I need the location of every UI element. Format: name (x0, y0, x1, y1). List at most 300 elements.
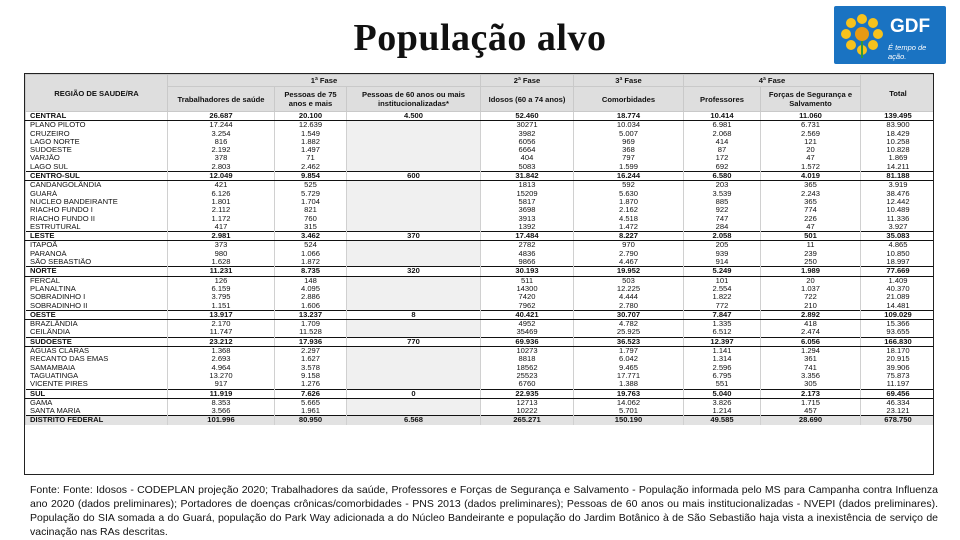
table-cell (347, 328, 481, 337)
table-cell: 4836 (481, 250, 574, 258)
table-cell (347, 190, 481, 198)
table-cell: 1.628 (168, 258, 275, 267)
table-cell: 4952 (481, 320, 574, 329)
table-cell: 11 (761, 241, 861, 250)
table-cell: 2.596 (684, 364, 761, 372)
row-label: RIACHO FUNDO II (26, 215, 168, 223)
table-row (26, 372, 935, 380)
table-row (26, 241, 935, 250)
table-cell: 770 (347, 337, 481, 346)
table-cell: 361 (761, 355, 861, 363)
table-cell: 3913 (481, 215, 574, 223)
table-cell: 1392 (481, 223, 574, 232)
table-cell: 914 (684, 258, 761, 267)
col-comorbidities: Comorbidades (574, 87, 684, 112)
table-cell: 1813 (481, 181, 574, 190)
table-row (26, 198, 935, 206)
table-cell: 18562 (481, 364, 574, 372)
table-cell: 525 (275, 181, 347, 190)
table-cell: 692 (684, 163, 761, 172)
table-cell: 139.495 (861, 112, 934, 121)
row-label: SUDOESTE (26, 146, 168, 154)
region-row (26, 172, 935, 181)
table-cell: 5.665 (275, 398, 347, 407)
table-cell: 6.056 (761, 337, 861, 346)
table-cell (347, 380, 481, 389)
row-label: RIACHO FUNDO I (26, 206, 168, 214)
table-cell (347, 285, 481, 293)
table-cell (347, 215, 481, 223)
table-cell: 22.935 (481, 389, 574, 398)
table-cell: 77.669 (861, 267, 934, 276)
table-cell: 23.121 (861, 407, 934, 416)
table-cell: 368 (574, 146, 684, 154)
table-cell: 1.572 (761, 163, 861, 172)
table-cell: 4.500 (347, 112, 481, 121)
table-cell: 3.919 (861, 181, 934, 190)
table-cell: 747 (684, 215, 761, 223)
table-cell: 8.353 (168, 398, 275, 407)
table-cell (347, 372, 481, 380)
table-row (26, 328, 935, 337)
table-cell: 30.193 (481, 267, 574, 276)
table-cell (347, 130, 481, 138)
table-cell: 101.996 (168, 416, 275, 425)
table-cell: 1.388 (574, 380, 684, 389)
row-label: NORTE (26, 267, 168, 276)
col-security-forces: Forças de Segurança e Salvamento (761, 87, 861, 112)
table-cell: 11.060 (761, 112, 861, 121)
row-label: CENTRO-SUL (26, 172, 168, 181)
table-cell: 250 (761, 258, 861, 267)
table-cell: 418 (761, 320, 861, 329)
table-cell: 1.704 (275, 198, 347, 206)
table-cell (347, 407, 481, 416)
table-cell: 1.214 (684, 407, 761, 416)
table-cell: 2.474 (761, 328, 861, 337)
table-cell: 501 (761, 232, 861, 241)
table-cell: 10.828 (861, 146, 934, 154)
table-cell: 4.095 (275, 285, 347, 293)
row-label: VARJÃO (26, 154, 168, 162)
table-cell: 3.254 (168, 130, 275, 138)
table-row (26, 154, 935, 162)
row-label: RECANTO DAS EMAS (26, 355, 168, 363)
table-cell: 25523 (481, 372, 574, 380)
table-cell: 2.112 (168, 206, 275, 214)
table-cell: 10.850 (861, 250, 934, 258)
table-row (26, 398, 935, 407)
row-label: ITAPOÃ (26, 241, 168, 250)
table-cell: 166.830 (861, 337, 934, 346)
table-row (26, 293, 935, 301)
table-cell: 4.782 (574, 320, 684, 329)
col-elderly-60-74: Idosos (60 a 74 anos) (481, 87, 574, 112)
table-cell: 1.497 (275, 146, 347, 154)
table-cell: 10.034 (574, 121, 684, 130)
table-cell: 148 (275, 276, 347, 285)
row-label: LAGO NORTE (26, 138, 168, 146)
table-row (26, 146, 935, 154)
table-cell: 10.258 (861, 138, 934, 146)
row-label: VICENTE PIRES (26, 380, 168, 389)
table-cell: 1.870 (574, 198, 684, 206)
table-row (26, 130, 935, 138)
table-row (26, 223, 935, 232)
table-cell: 774 (761, 206, 861, 214)
table-cell: 3.566 (168, 407, 275, 416)
table-cell: 23.212 (168, 337, 275, 346)
table-cell: 9.854 (275, 172, 347, 181)
col-health-workers: Trabalhadores de saúde (168, 87, 275, 112)
table-cell: 1.409 (861, 276, 934, 285)
table-cell: 10.414 (684, 112, 761, 121)
table-cell: 8.227 (574, 232, 684, 241)
table-cell: 1.872 (275, 258, 347, 267)
table-cell: 11.528 (275, 328, 347, 337)
phase-3-header: 3ª Fase (574, 75, 684, 87)
table-cell: 16.244 (574, 172, 684, 181)
table-cell: 8818 (481, 355, 574, 363)
table-cell (347, 293, 481, 301)
region-row (26, 337, 935, 346)
table-cell (347, 181, 481, 190)
table-cell (347, 364, 481, 372)
table-cell: 6.731 (761, 121, 861, 130)
table-cell: 1.066 (275, 250, 347, 258)
table-cell: 20 (761, 146, 861, 154)
table-cell: 6056 (481, 138, 574, 146)
table-cell (347, 121, 481, 130)
table-cell: 7.626 (275, 389, 347, 398)
table-cell: 6.580 (684, 172, 761, 181)
table-cell (347, 154, 481, 162)
region-row (26, 112, 935, 121)
table-cell: 101 (684, 276, 761, 285)
row-label: SOBRADINHO II (26, 302, 168, 311)
table-cell: 17.936 (275, 337, 347, 346)
table-cell: 2.693 (168, 355, 275, 363)
table-cell: 797 (574, 154, 684, 162)
table-cell: 9.158 (275, 372, 347, 380)
table-cell: 47 (761, 223, 861, 232)
table-cell: 150.190 (574, 416, 684, 425)
table-cell (347, 223, 481, 232)
table-cell: 11.336 (861, 215, 934, 223)
table-cell: 14.062 (574, 398, 684, 407)
table-cell (347, 398, 481, 407)
table-cell: 1.606 (275, 302, 347, 311)
table-cell: 10.489 (861, 206, 934, 214)
table-cell: 503 (574, 276, 684, 285)
table-cell: 1.709 (275, 320, 347, 329)
table-cell: 1.276 (275, 380, 347, 389)
table-cell: 2.780 (574, 302, 684, 311)
phase-4-header: 4ª Fase (684, 75, 861, 87)
table-cell: 2.297 (275, 347, 347, 356)
table-row (26, 407, 935, 416)
population-table-container (24, 73, 934, 475)
population-table (25, 74, 934, 425)
table-cell: 6.795 (684, 372, 761, 380)
table-cell: 121 (761, 138, 861, 146)
row-label: PLANALTINA (26, 285, 168, 293)
table-cell: 5.729 (275, 190, 347, 198)
table-cell: 14300 (481, 285, 574, 293)
table-cell: 6760 (481, 380, 574, 389)
table-cell (347, 138, 481, 146)
table-cell: 52.460 (481, 112, 574, 121)
table-cell: 47 (761, 154, 861, 162)
table-cell: 1.961 (275, 407, 347, 416)
table-cell: 315 (275, 223, 347, 232)
table-cell: 9866 (481, 258, 574, 267)
table-cell: 2.892 (761, 310, 861, 319)
table-cell: 17.244 (168, 121, 275, 130)
table-cell: 722 (761, 293, 861, 301)
row-label: TAGUATINGA (26, 372, 168, 380)
row-label: GAMA (26, 398, 168, 407)
table-cell: 414 (684, 138, 761, 146)
phase-1-header: 1ª Fase (168, 75, 481, 87)
table-cell: 19.763 (574, 389, 684, 398)
table-cell: 17.484 (481, 232, 574, 241)
table-cell: 35.083 (861, 232, 934, 241)
table-cell (347, 241, 481, 250)
table-cell: 551 (684, 380, 761, 389)
region-header: REGIÃO DE SAUDE/RA (26, 75, 168, 112)
table-cell: 11.747 (168, 328, 275, 337)
table-cell: 20.915 (861, 355, 934, 363)
table-cell: 3.826 (684, 398, 761, 407)
table-cell: 5817 (481, 198, 574, 206)
table-cell: 980 (168, 250, 275, 258)
table-cell: 772 (684, 302, 761, 311)
table-cell: 8.735 (275, 267, 347, 276)
table-cell: 46.334 (861, 398, 934, 407)
table-cell: 38.476 (861, 190, 934, 198)
region-row (26, 389, 935, 398)
table-cell: 600 (347, 172, 481, 181)
region-row (26, 232, 935, 241)
region-row (26, 310, 935, 319)
table-cell: 75.873 (861, 372, 934, 380)
table-cell: 6.126 (168, 190, 275, 198)
table-cell: 2.068 (684, 130, 761, 138)
row-label: CENTRAL (26, 112, 168, 121)
table-cell: 1.882 (275, 138, 347, 146)
table-cell: 109.029 (861, 310, 934, 319)
table-cell: 20.100 (275, 112, 347, 121)
row-label: CANDANGOLÂNDIA (26, 181, 168, 190)
table-row (26, 355, 935, 363)
table-cell: 1.368 (168, 347, 275, 356)
table-cell: 265.271 (481, 416, 574, 425)
table-cell: 12.639 (275, 121, 347, 130)
table-cell: 4.518 (574, 215, 684, 223)
table-cell: 760 (275, 215, 347, 223)
gdf-logo (834, 6, 946, 64)
table-cell: 12.397 (684, 337, 761, 346)
table-cell: 6664 (481, 146, 574, 154)
table-cell: 5083 (481, 163, 574, 172)
table-row (26, 276, 935, 285)
table-cell: 1.549 (275, 130, 347, 138)
table-cell: 917 (168, 380, 275, 389)
table-cell: 3.795 (168, 293, 275, 301)
table-cell: 284 (684, 223, 761, 232)
table-cell: 1.472 (574, 223, 684, 232)
table-cell: 1.151 (168, 302, 275, 311)
table-cell: 2.569 (761, 130, 861, 138)
table-row (26, 302, 935, 311)
table-row (26, 163, 935, 172)
row-label: PARANOÁ (26, 250, 168, 258)
table-cell: 417 (168, 223, 275, 232)
table-cell: 1.294 (761, 347, 861, 356)
table-row (26, 320, 935, 329)
table-cell: 6.512 (684, 328, 761, 337)
row-label: LESTE (26, 232, 168, 241)
table-cell: 11.197 (861, 380, 934, 389)
table-cell: 2.162 (574, 206, 684, 214)
table-cell: 7420 (481, 293, 574, 301)
table-cell: 4.467 (574, 258, 684, 267)
table-cell: 1.989 (761, 267, 861, 276)
table-cell: 40.370 (861, 285, 934, 293)
table-cell: 205 (684, 241, 761, 250)
table-cell (347, 206, 481, 214)
row-label: SÃO SEBASTIÃO (26, 258, 168, 267)
table-cell: 5.249 (684, 267, 761, 276)
table-cell: 9.465 (574, 364, 684, 372)
table-cell: 2782 (481, 241, 574, 250)
page-title: População alvo (353, 17, 607, 59)
table-cell: 83.900 (861, 121, 934, 130)
table-cell: 457 (761, 407, 861, 416)
table-cell: 3.356 (761, 372, 861, 380)
table-cell: 30271 (481, 121, 574, 130)
table-cell: 524 (275, 241, 347, 250)
table-cell: 370 (347, 232, 481, 241)
table-cell: 7.847 (684, 310, 761, 319)
table-cell: 7962 (481, 302, 574, 311)
table-cell: 305 (761, 380, 861, 389)
table-cell: 10222 (481, 407, 574, 416)
table-cell: 1.801 (168, 198, 275, 206)
table-cell: 13.917 (168, 310, 275, 319)
table-cell: 14.481 (861, 302, 934, 311)
table-row (26, 206, 935, 214)
row-label: ÁGUAS CLARAS (26, 347, 168, 356)
table-row (26, 181, 935, 190)
table-cell: 15.366 (861, 320, 934, 329)
table-cell (347, 276, 481, 285)
table-cell: 12.442 (861, 198, 934, 206)
table-cell: 13.237 (275, 310, 347, 319)
table-cell: 5.007 (574, 130, 684, 138)
logo-tagline: É tempo de ação. (888, 43, 927, 61)
table-cell: 10273 (481, 347, 574, 356)
table-cell: 11.919 (168, 389, 275, 398)
row-label: BRAZLÂNDIA (26, 320, 168, 329)
row-label: SANTA MARIA (26, 407, 168, 416)
table-cell: 18.774 (574, 112, 684, 121)
table-cell: 14.211 (861, 163, 934, 172)
col-age-75-plus: Pessoas de 75 anos e mais (275, 87, 347, 112)
table-cell: 6.042 (574, 355, 684, 363)
table-cell: 421 (168, 181, 275, 190)
table-cell: 5.630 (574, 190, 684, 198)
table-cell: 2.173 (761, 389, 861, 398)
table-cell: 885 (684, 198, 761, 206)
table-cell: 970 (574, 241, 684, 250)
table-body (26, 112, 935, 425)
col-institutionalized: Pessoas de 60 anos ou mais institucionalizadas* (347, 87, 481, 112)
table-cell: 1.797 (574, 347, 684, 356)
table-cell: 3.539 (684, 190, 761, 198)
table-row (26, 364, 935, 372)
table-cell (347, 302, 481, 311)
table-cell: 320 (347, 267, 481, 276)
table-row (26, 121, 935, 130)
row-label: NÚCLEO BANDEIRANTE (26, 198, 168, 206)
table-cell: 39.906 (861, 364, 934, 372)
table-cell: 3982 (481, 130, 574, 138)
row-label: CRUZEIRO (26, 130, 168, 138)
table-cell: 4.444 (574, 293, 684, 301)
row-label: FERCAL (26, 276, 168, 285)
table-cell: 2.981 (168, 232, 275, 241)
row-label: LAGO SUL (26, 163, 168, 172)
table-cell: 2.170 (168, 320, 275, 329)
table-cell: 1.314 (684, 355, 761, 363)
region-row (26, 267, 935, 276)
table-cell: 1.715 (761, 398, 861, 407)
table-cell (347, 146, 481, 154)
table-cell: 1.869 (861, 154, 934, 162)
table-cell: 80.950 (275, 416, 347, 425)
table-row (26, 250, 935, 258)
row-label: SOBRADINHO I (26, 293, 168, 301)
total-header: Total (861, 75, 934, 112)
row-label: CEILÂNDIA (26, 328, 168, 337)
table-cell: 69.456 (861, 389, 934, 398)
table-cell: 20 (761, 276, 861, 285)
table-cell: 511 (481, 276, 574, 285)
row-label: SUDOESTE (26, 337, 168, 346)
table-cell: 2.058 (684, 232, 761, 241)
table-cell: 13.270 (168, 372, 275, 380)
table-cell: 226 (761, 215, 861, 223)
source-footnote: Fonte: Fonte: Idosos - CODEPLAN projeção 2020; Trabalhadores da saúde, Professores e Forças de Segurança e Salvamento - População informada pelo MS para Campanha contra Influenza ano 2020 (dados preliminares); Portadores de doenças crônicas/comorbidades - PNS 2013 (dados preliminares); Pessoas de 60 anos ou mais institucionalizadas - NVEPI (dados preliminares). População do SIA somada a do Guará, população do Park Way adicionada a do Núcleo Bandeirante e população do Jardim Botânico à de São Sebastião haja vista a inexistência de serviço de vacinação nas RAs descritas. (30, 484, 938, 538)
table-cell: 3.462 (275, 232, 347, 241)
table-cell: 0 (347, 389, 481, 398)
total-row (26, 416, 935, 425)
flower-icon (838, 11, 886, 59)
table-cell: 28.690 (761, 416, 861, 425)
table-cell: 741 (761, 364, 861, 372)
table-cell: 1.172 (168, 215, 275, 223)
row-label: ESTRUTURAL (26, 223, 168, 232)
table-row (26, 138, 935, 146)
row-label: GUARÁ (26, 190, 168, 198)
row-label: OESTE (26, 310, 168, 319)
table-cell: 404 (481, 154, 574, 162)
table-cell: 18.997 (861, 258, 934, 267)
table-cell: 1.335 (684, 320, 761, 329)
table-cell: 19.952 (574, 267, 684, 276)
